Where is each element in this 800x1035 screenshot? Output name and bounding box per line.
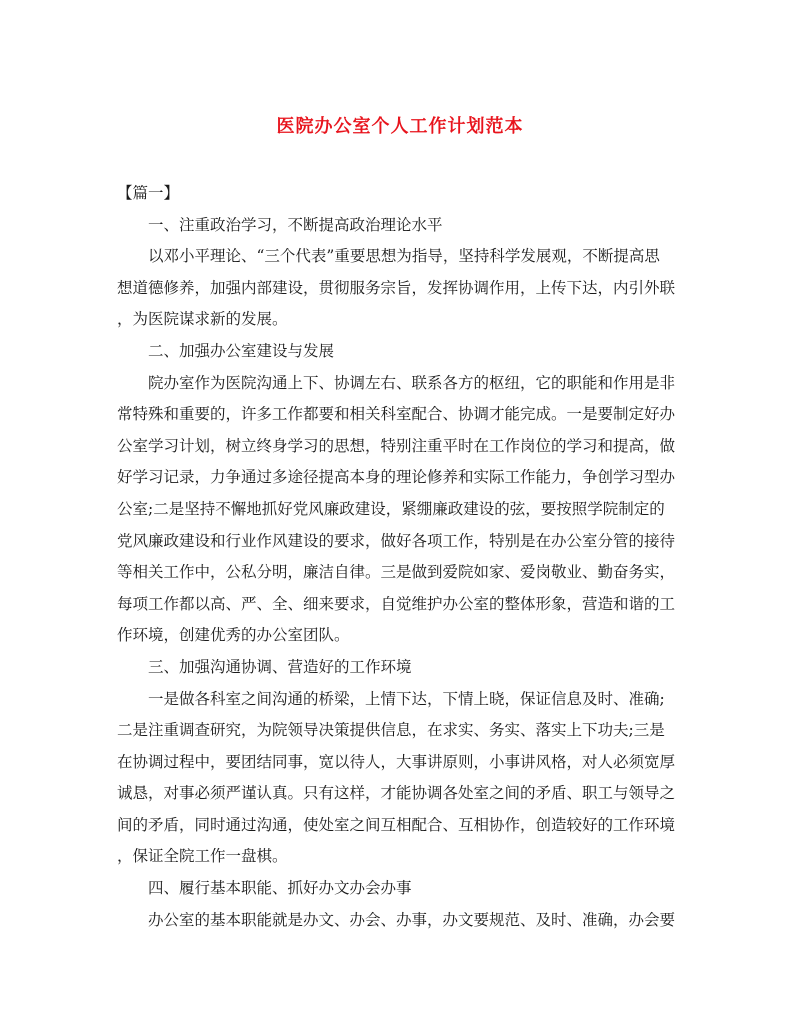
paragraph-line: 办公室的基本职能就是办文、办会、办事，办文要规范、及时、准确，办会要: [148, 910, 676, 929]
paragraph-line: ，为医院谋求新的发展。: [117, 310, 288, 329]
paragraph-line: 好学习记录，力争通过多途径提高本身的理论修养和实际工作能力，争创学习型办: [117, 468, 676, 487]
paragraph-line: 一是做各科室之间沟通的桥梁，上情下达，下情上晓，保证信息及时、准确;: [148, 689, 665, 708]
paragraph-line: 等相关工作中，公私分明，廉洁自律。三是做到爱院如家、爱岗敬业、勤奋务实，: [117, 563, 676, 582]
section-heading-1: 一、注重政治学习，不断提高政治理论水平: [148, 215, 443, 234]
paragraph-3: [117, 684, 687, 874]
paragraph-line: 公室;二是坚持不懈地抓好党风廉政建设，紧绷廉政建设的弦，要按照学院制定的: [117, 499, 665, 518]
paragraph-line: 二是注重调查研究，为院领导决策提供信息，在求实、务实、落实上下功夫;三是: [117, 721, 665, 740]
document-body: [117, 178, 687, 936]
paragraph-line: 党风廉政建设和行业作风建设的要求，做好各项工作，特别是在办公室分管的接待: [117, 531, 676, 550]
section-heading-3: 三、加强沟通协调、营造好的工作环境: [148, 657, 412, 676]
paragraph-line: 院办室作为医院沟通上下、协调左右、联系各方的枢纽，它的职能和作用是非: [148, 373, 676, 392]
paragraph-line: 想道德修养，加强内部建设，贯彻服务宗旨，发挥协调作用，上传下达，内引外联: [117, 278, 676, 297]
paragraph-line: 在协调过程中，要团结同事，宽以待人，大事讲原则，小事讲风格，对人必须宽厚: [117, 752, 676, 771]
paragraph-line: ，保证全院工作一盘棋。: [117, 847, 288, 866]
paragraph-line: 诚恳，对事必须严谨认真。只有这样，才能协调各处室之间的矛盾、职工与领导之: [117, 784, 676, 803]
paragraph-line: 间的矛盾，同时通过沟通，使处室之间互相配合、互相协作，创造较好的工作环境: [117, 815, 676, 834]
section-heading-2: 二、加强办公室建设与发展: [148, 341, 335, 360]
section-marker: 【篇一】: [117, 184, 180, 202]
document-title: 医院办公室个人工作计划范本: [276, 116, 524, 137]
paragraph-line: 每项工作都以高、严、全、细来要求，自觉维护办公室的整体形象，营造和谐的工: [117, 594, 676, 613]
paragraph-line: 作环境，创建优秀的办公室团队。: [117, 626, 350, 645]
paragraph-line: 常特殊和重要的，许多工作都要和相关科室配合、协调才能完成。一是要制定好办: [117, 405, 676, 424]
paragraph-line: 公室学习计划，树立终身学习的思想，特别注重平时在工作岗位的学习和提高，做: [117, 436, 676, 455]
paragraph-line: 以邓小平理论、“三个代表”重要思想为指导，坚持科学发展观，不断提高思: [148, 247, 660, 266]
section-heading-4: 四、履行基本职能、抓好办文办会办事: [148, 879, 412, 898]
paragraph-1: [117, 241, 687, 336]
paragraph-2: [117, 368, 687, 652]
paragraph-4: [117, 905, 687, 937]
